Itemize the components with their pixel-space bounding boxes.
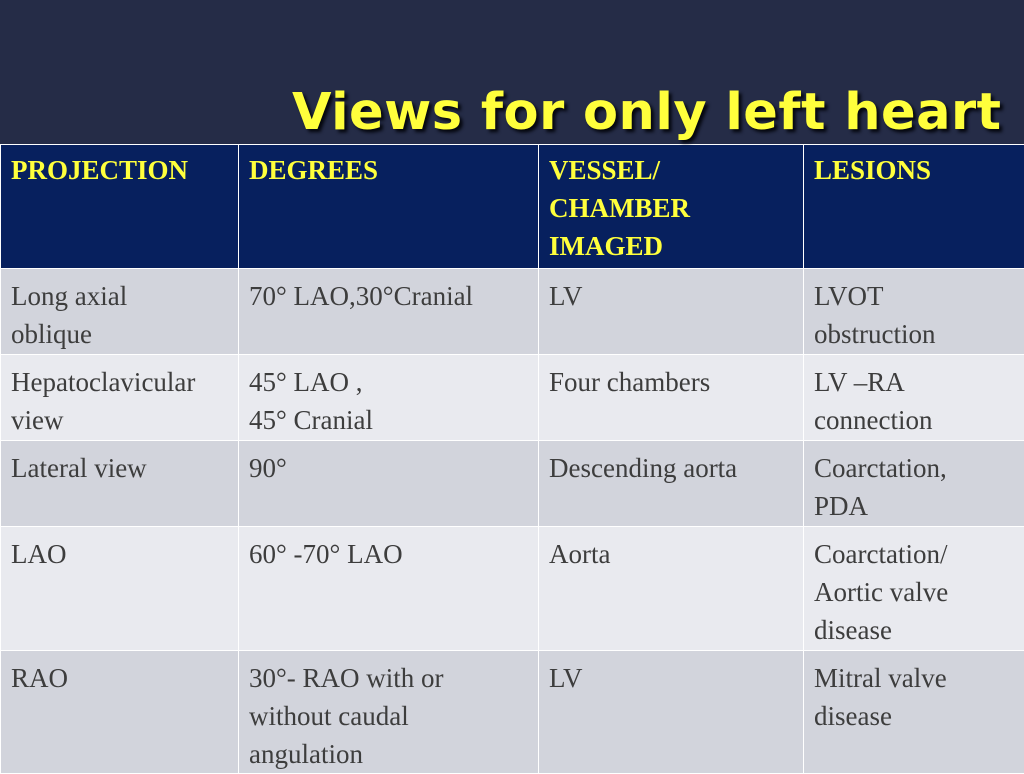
cell-degrees [239,527,539,651]
cell-projection [1,441,239,527]
cell-line: Aorta [549,535,794,573]
cell-line: PDA [814,487,1015,525]
cell-line: Aortic valve [814,573,1015,611]
header-vessel-chamber-imaged [539,145,804,269]
cell-lesions [804,651,1024,774]
cell-vessel [539,355,804,441]
header-vessel-line-2: CHAMBER [549,193,690,223]
header-lesions [804,145,1024,269]
table-row-rao [1,651,1024,774]
cell-vessel [539,651,804,774]
cell-line: LAO [11,535,229,573]
cell-line: without caudal [249,697,529,735]
cell-degrees [239,441,539,527]
cell-projection [1,651,239,774]
cell-line: Hepatoclavicular [11,363,229,401]
cell-line: angulation [249,735,529,773]
table-row-lao [1,527,1024,651]
table-row-lateral-view [1,441,1024,527]
cell-lesions [804,355,1024,441]
cell-line: LV –RA [814,363,1015,401]
cell-line: 30°- RAO with or [249,659,529,697]
cell-line: Long axial [11,277,229,315]
cell-vessel [539,527,804,651]
cell-line: 45° Cranial [249,401,529,439]
cell-line: 90° [249,449,529,487]
header-degrees-line: DEGREES [249,155,378,185]
cell-vessel [539,441,804,527]
cell-line: 45° LAO , [249,363,529,401]
cell-line: disease [814,611,1015,649]
header-row [1,145,1024,269]
cell-line: Descending aorta [549,449,794,487]
header-lesions-line: LESIONS [814,155,931,185]
cell-line: Coarctation/ [814,535,1015,573]
header-vessel-line-3: IMAGED [549,231,663,261]
cell-line: LVOT [814,277,1015,315]
cell-projection [1,355,239,441]
cell-line: Four chambers [549,363,794,401]
header-projection-line: PROJECTION [11,155,188,185]
table-row-long-axial-oblique [1,269,1024,355]
cell-line: obstruction [814,315,1015,353]
table-row-hepatoclavicular-view [1,355,1024,441]
cell-line: view [11,401,229,439]
cell-line: Mitral valve [814,659,1015,697]
cell-line: LV [549,277,794,315]
cell-line: oblique [11,315,229,353]
slide-title: Views for only left heart [292,80,1002,146]
cell-line: connection [814,401,1015,439]
cell-line: disease [814,697,1015,735]
views-table [0,144,1024,774]
cell-projection [1,527,239,651]
cell-vessel [539,269,804,355]
cell-line: Lateral view [11,449,229,487]
header-vessel-line-1: VESSEL/ [549,155,660,185]
cell-line: 70° LAO,30°Cranial [249,277,529,315]
cell-line: LV [549,659,794,697]
cell-lesions [804,269,1024,355]
cell-lesions [804,441,1024,527]
header-degrees [239,145,539,269]
header-projection [1,145,239,269]
cell-degrees [239,651,539,774]
cell-degrees [239,355,539,441]
cell-line: RAO [11,659,229,697]
cell-line: 60° -70° LAO [249,535,529,573]
cell-lesions [804,527,1024,651]
cell-line: Coarctation, [814,449,1015,487]
cell-projection [1,269,239,355]
cell-degrees [239,269,539,355]
